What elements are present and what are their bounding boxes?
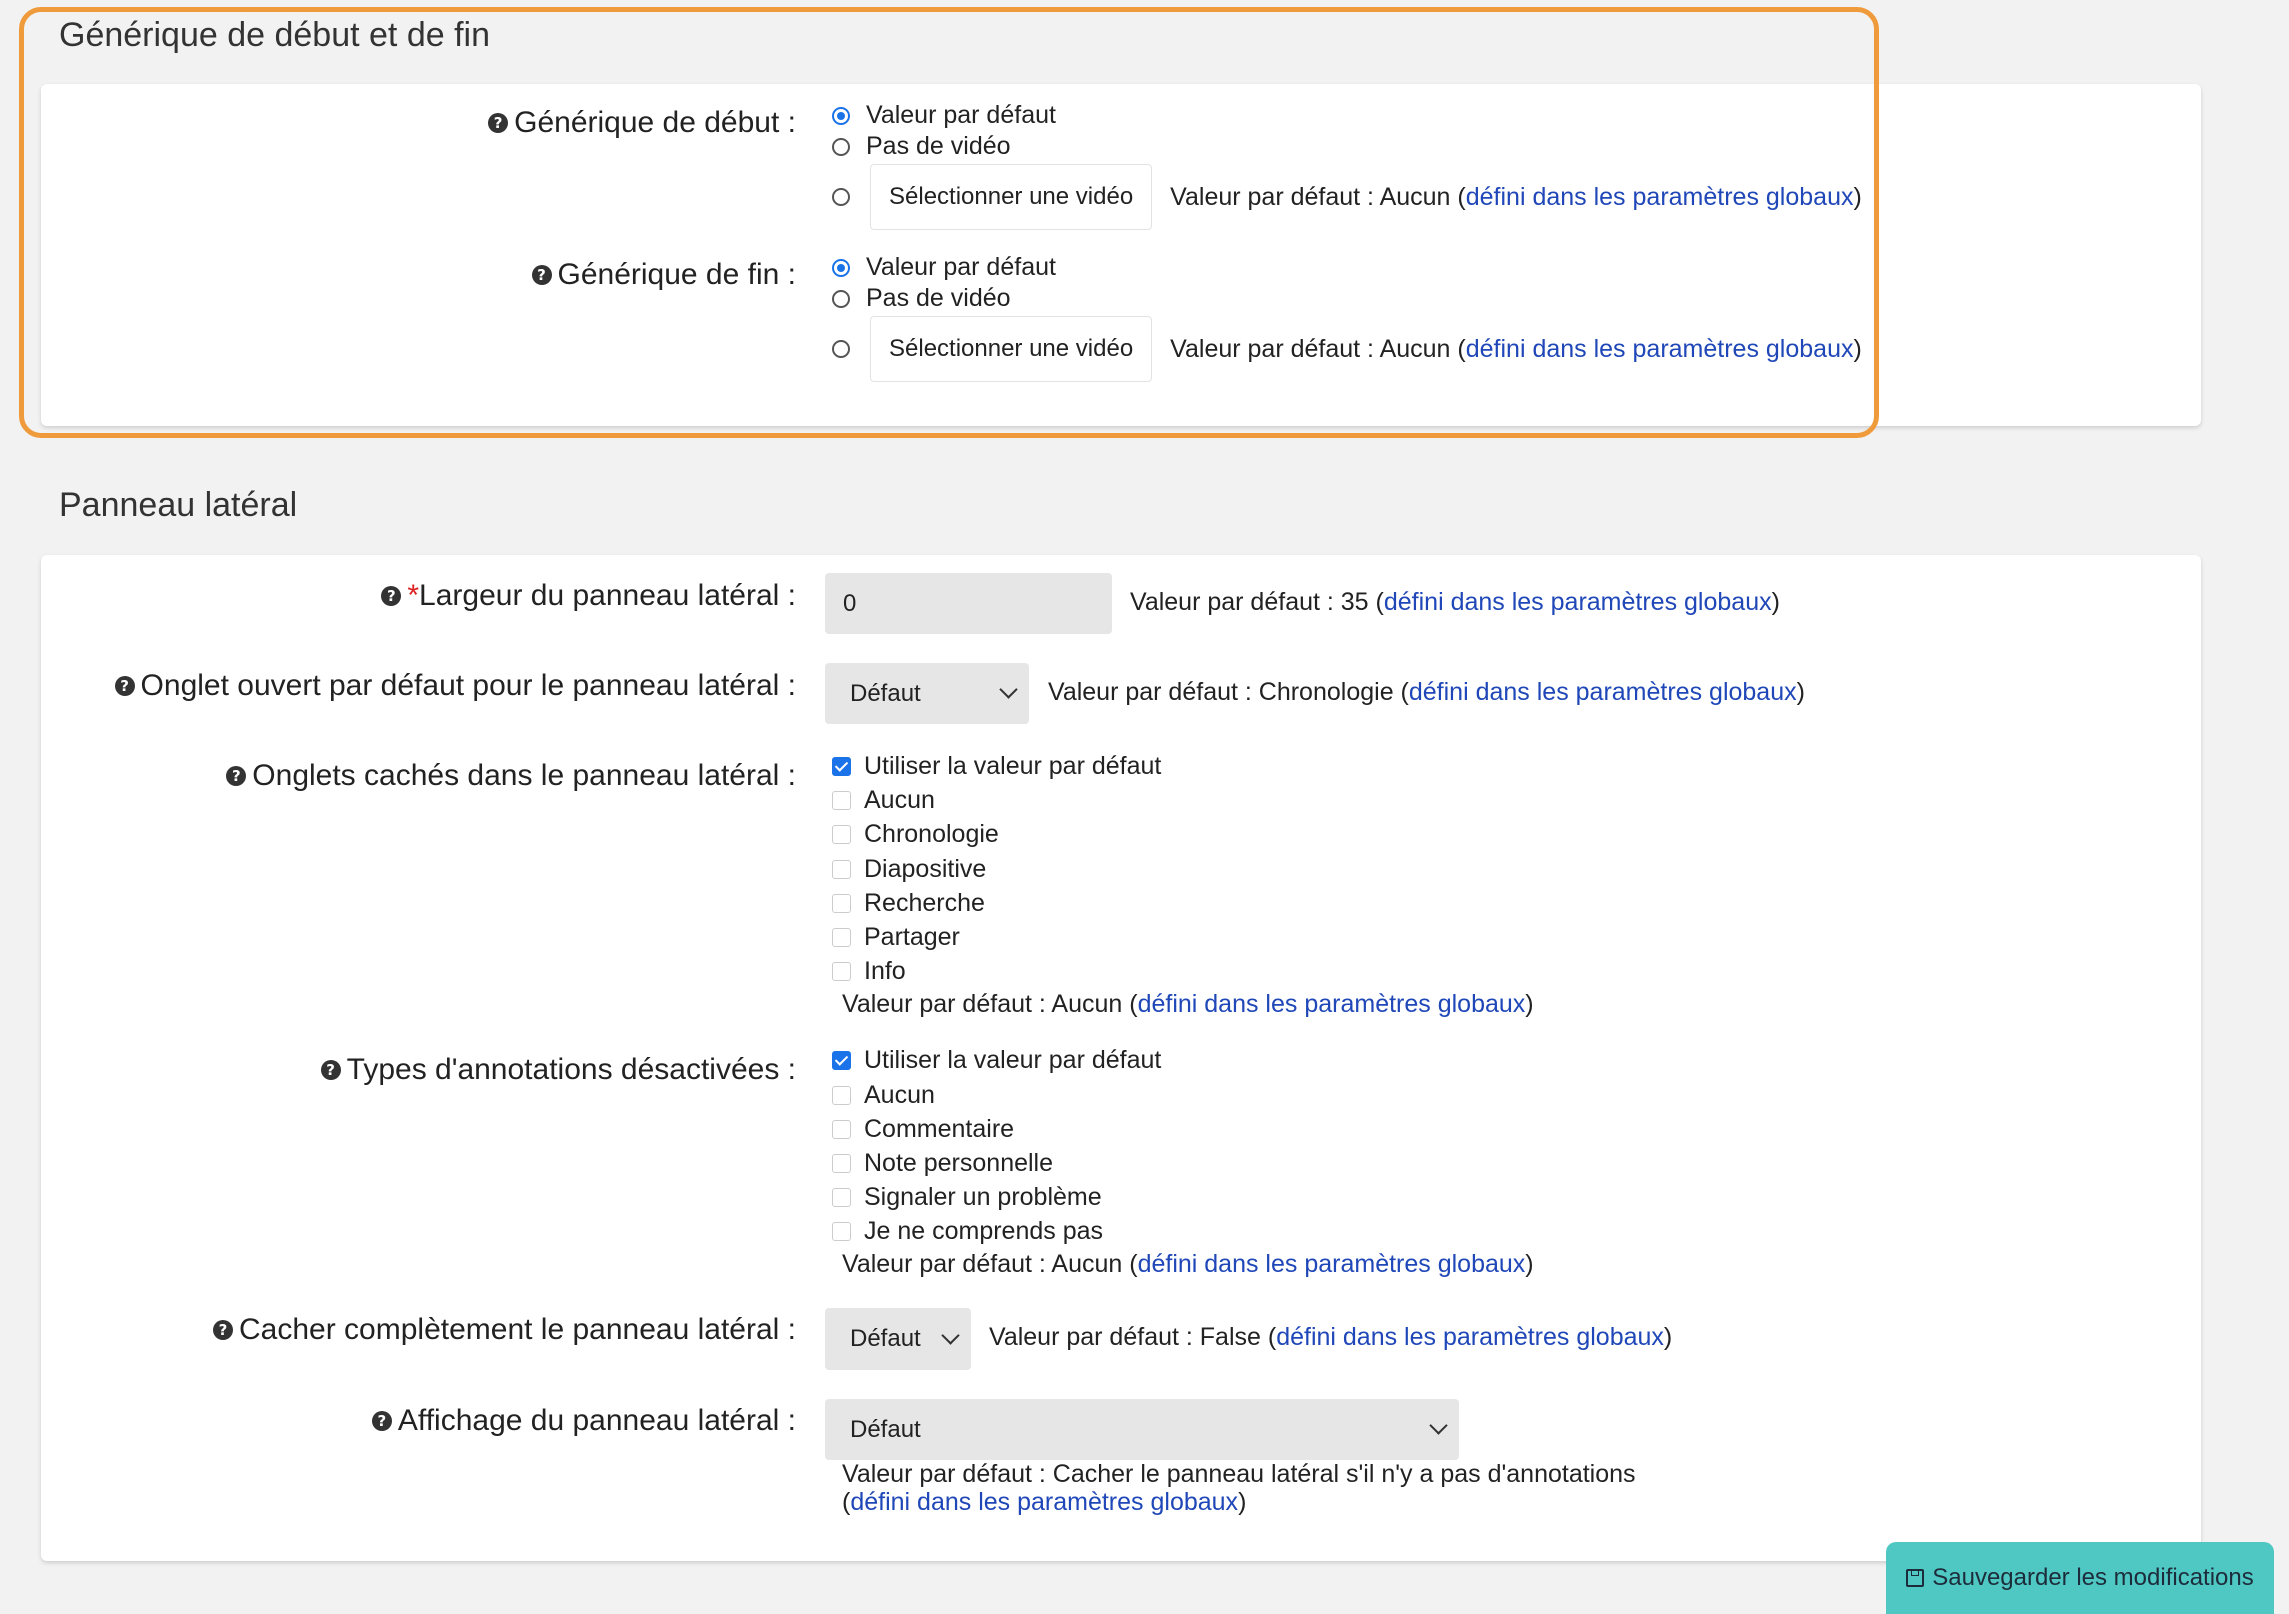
checkbox[interactable] [832,1120,851,1139]
annotation-type-option[interactable]: Utiliser la valeur par défaut [832,1046,1161,1075]
intro-default-hint: Valeur par défaut : Aucun (défini dans les paramètres globaux) [1170,182,1862,211]
global-settings-link[interactable]: défini dans les paramètres globaux [1465,334,1854,363]
global-settings-link[interactable]: défini dans les paramètres globaux [1465,182,1854,211]
hide-sidebar-select[interactable]: Défaut [825,1308,971,1370]
sidebar-display-label: ? Affichage du panneau latéral : [372,1404,796,1438]
global-settings-link[interactable]: défini dans les paramètres globaux [850,1488,1239,1516]
hidden-tab-option[interactable]: Recherche [832,889,985,918]
checkbox[interactable] [832,1086,851,1105]
checkbox[interactable] [832,894,851,913]
checkbox[interactable] [832,928,851,947]
global-settings-link[interactable]: défini dans les paramètres globaux [1137,990,1526,1018]
default-tab-label: ? Onglet ouvert par défaut pour le panneau latéral : [115,669,796,703]
default-tab-select[interactable]: Défaut [825,663,1029,724]
outro-option-default[interactable]: Valeur par défaut [832,253,1056,282]
checkbox[interactable] [832,1154,851,1173]
hidden-tabs-label: ? Onglets cachés dans le panneau latéral : [226,759,796,793]
sidebar-display-select[interactable]: Défaut [825,1399,1459,1460]
outro-option-none[interactable]: Pas de vidéo [832,284,1011,313]
intro-label: ? Générique de début : [488,106,796,140]
chevron-down-icon [999,680,1017,698]
checkbox[interactable] [832,962,851,981]
help-icon[interactable]: ? [488,113,508,133]
sidebar-width-label: ? *Largeur du panneau latéral : [381,579,796,613]
hide-sidebar-label: ? Cacher complètement le panneau latéral : [213,1313,796,1347]
help-icon[interactable]: ? [213,1320,233,1340]
chevron-down-icon [941,1326,959,1344]
checkbox[interactable] [832,1188,851,1207]
sidebar-display-hint: Valeur par défaut : Cacher le panneau latéral s'il n'y a pas d'annotations [842,1460,1636,1488]
help-icon[interactable]: ? [532,265,552,285]
global-settings-link[interactable]: défini dans les paramètres globaux [1137,1250,1526,1278]
checkbox[interactable] [832,860,851,879]
checkbox[interactable] [832,825,851,844]
highlight-frame [19,7,1879,438]
checkbox[interactable] [832,1222,851,1241]
disabled-annotations-label: ? Types d'annotations désactivées : [321,1053,796,1087]
help-icon[interactable]: ? [381,586,401,606]
intro-option-none[interactable]: Pas de vidéo [832,132,1011,161]
hidden-tab-option[interactable]: Aucun [832,786,935,815]
hidden-tab-option[interactable]: Chronologie [832,820,999,849]
help-icon[interactable]: ? [321,1060,341,1080]
help-icon[interactable]: ? [226,766,246,786]
credits-section-title: Générique de début et de fin [59,16,490,54]
outro-label: ? Générique de fin : [532,258,797,292]
help-icon[interactable]: ? [372,1411,392,1431]
disabled-annotations-hint: Valeur par défaut : Aucun (défini dans les paramètres globaux) [842,1250,1534,1278]
outro-default-hint: Valeur par défaut : Aucun (défini dans les paramètres globaux) [1170,334,1862,363]
hide-sidebar-hint: Valeur par défaut : False (défini dans les paramètres globaux) [989,1323,1673,1351]
hidden-tab-option[interactable]: Partager [832,923,960,952]
sidebar-display-hint-link: (défini dans les paramètres globaux) [842,1488,1247,1516]
chevron-down-icon [1429,1416,1447,1434]
global-settings-link[interactable]: défini dans les paramètres globaux [1276,1323,1664,1351]
annotation-type-option[interactable]: Aucun [832,1081,935,1110]
sidebar-section-title: Panneau latéral [59,486,298,524]
global-settings-link[interactable]: défini dans les paramètres globaux [1383,588,1772,616]
checkbox[interactable] [832,1051,851,1070]
annotation-type-option[interactable]: Je ne comprends pas [832,1217,1103,1246]
annotation-type-option[interactable]: Signaler un problème [832,1183,1102,1212]
hidden-tab-option[interactable]: Info [832,957,906,986]
checkbox[interactable] [832,791,851,810]
default-tab-hint: Valeur par défaut : Chronologie (défini dans les paramètres globaux) [1048,678,1805,706]
annotation-type-option[interactable]: Note personnelle [832,1149,1053,1178]
floppy-disk-icon [1906,1569,1924,1587]
hidden-tab-option[interactable]: Utiliser la valeur par défaut [832,752,1161,781]
global-settings-link[interactable]: défini dans les paramètres globaux [1408,678,1797,706]
sidebar-width-input[interactable]: 0 [825,573,1112,634]
help-icon[interactable]: ? [115,676,135,696]
checkbox[interactable] [832,757,851,776]
intro-option-default[interactable]: Valeur par défaut [832,101,1056,130]
annotation-type-option[interactable]: Commentaire [832,1115,1014,1144]
save-button[interactable]: Sauvegarder les modifications [1886,1542,2274,1614]
hidden-tab-option[interactable]: Diapositive [832,855,986,884]
select-video-button[interactable]: Sélectionner une vidéo [870,164,1152,230]
hidden-tabs-hint: Valeur par défaut : Aucun (défini dans les paramètres globaux) [842,990,1534,1018]
select-video-button[interactable]: Sélectionner une vidéo [870,316,1152,382]
sidebar-width-hint: Valeur par défaut : 35 (défini dans les paramètres globaux) [1130,588,1780,616]
